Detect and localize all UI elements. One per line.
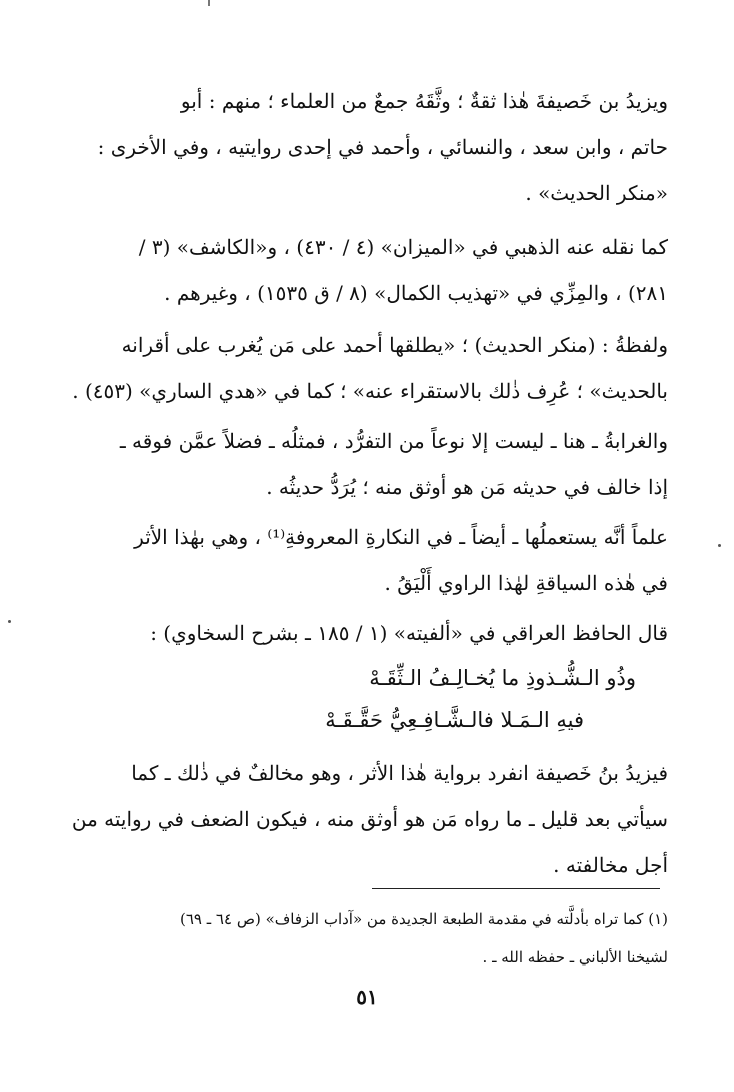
text-line: ولفظةُ : (منكر الحديث) ؛ «يطلقها أحمد على مَن يُغرب على أقرانه bbox=[121, 333, 668, 357]
text-line: أجل مخالفته . bbox=[553, 853, 668, 877]
text-line: سيأتي بعد قليل ـ ما رواه مَن هو أوثق منه ، فيكون الضعف في روايته من bbox=[71, 807, 668, 831]
paragraph-1 bbox=[68, 78, 668, 216]
footnote bbox=[68, 900, 668, 976]
paragraph-3 bbox=[68, 322, 668, 414]
verse-second-hemistich bbox=[124, 700, 584, 740]
text-line: علماً أنَّه يستعملُها ـ أيضاً ـ في النكارةِ المعروفةِ⁽¹⁾ ، وهي بهٰذا الأثر bbox=[134, 525, 668, 549]
verse-line: فيهِ الـمَـلا فالـشَّـافِـعِيُّ حَقَّـقَـهْ bbox=[325, 708, 584, 732]
paragraph-5 bbox=[68, 514, 668, 606]
verse-line: وذُو الـشُّـذوذِ ما يُخـالِـفُ الـثِّقَـهْ bbox=[369, 666, 636, 690]
text-line: بالحديث» ؛ عُرِف ذٰلك بالاستقراء عنه» ؛ كما في «هدي الساري» (٤٥٣) . bbox=[72, 379, 668, 403]
footnote-line: لشيخنا الألباني ـ حفظه الله ـ . bbox=[482, 948, 668, 966]
text-line: في هٰذه السياقةِ لهٰذا الراوي أَلْيَقُ . bbox=[384, 571, 668, 595]
footnote-separator bbox=[372, 888, 660, 889]
text-line: ٢٨١) ، والمِزِّي في «تهذيب الكمال» (٨ / ق ١٥٣٥) ، وغيرهم . bbox=[164, 281, 668, 305]
scan-dot bbox=[8, 620, 11, 623]
text-line: إذا خالف في حديثه مَن هو أوثق منه ؛ يُرَدُّ حديثُه . bbox=[266, 475, 668, 499]
scan-mark bbox=[208, 0, 210, 6]
paragraph-2 bbox=[68, 224, 668, 316]
paragraph-6 bbox=[68, 610, 668, 656]
text-line: قال الحافظ العراقي في «ألفيته» (١ / ١٨٥ ـ بشرح السخاوي) : bbox=[150, 621, 668, 645]
page-number: ٥١ bbox=[356, 985, 378, 1009]
scan-dot bbox=[718, 544, 721, 547]
text-line: والغرابةُ ـ هنا ـ ليست إلا نوعاً من التفرُّد ، فمثلُه ـ فضلاً عمَّن فوقه ـ bbox=[119, 429, 668, 453]
verse-first-hemistich bbox=[136, 658, 636, 698]
text-line: فيزيدُ بنُ خَصيفة انفرد برواية هٰذا الأثر ، وهو مخالفٌ في ذٰلك ـ كما bbox=[131, 761, 668, 785]
footnote-line: (١) كما تراه بأدلَّته في مقدمة الطبعة الجديدة من «آداب الزفاف» (ص ٦٤ ـ ٦٩) bbox=[180, 910, 668, 928]
paragraph-4 bbox=[68, 418, 668, 510]
text-line: ويزيدُ بن خَصيفةَ هٰذا ثقةٌ ؛ وثَّقَهُ جمعٌ من العلماء ؛ منهم : أبو bbox=[180, 89, 668, 113]
text-line: حاتم ، وابن سعد ، والنسائي ، وأحمد في إحدى روايتيه ، وفي الأخرى : bbox=[97, 135, 668, 159]
paragraph-7 bbox=[68, 750, 668, 888]
text-line: كما نقله عنه الذهبي في «الميزان» (٤ / ٤٣٠) ، و«الكاشف» (٣ / bbox=[138, 235, 668, 259]
text-line: «منكر الحديث» . bbox=[525, 181, 668, 205]
